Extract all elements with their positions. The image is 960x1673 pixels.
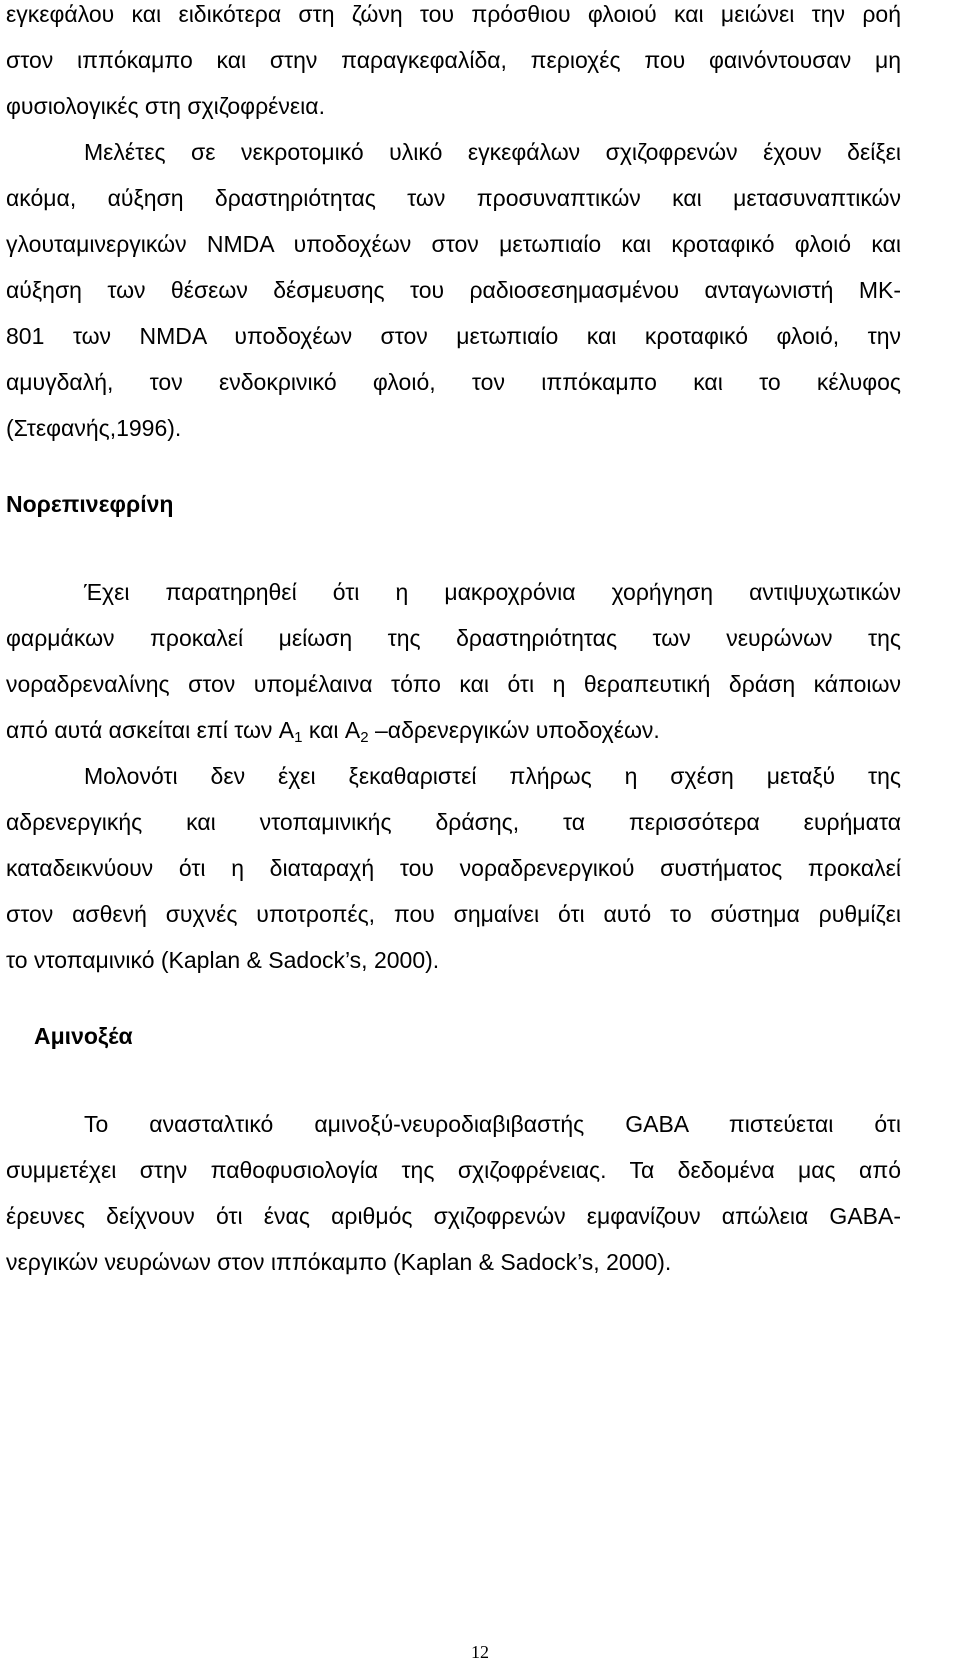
- text-line: νοραδρεναλίνης στον υπομέλαινα τόπο και ότι η θεραπευτική δράση κάποιων: [6, 671, 901, 697]
- section-heading: Αμινοξέα: [34, 1023, 133, 1049]
- text-line: 801 των NMDA υποδοχέων στον μετωπιαίο και κροταφικό φλοιό, την: [6, 323, 901, 349]
- text-line: φαρμάκων προκαλεί μείωση της δραστηριότητας των νευρώνων της: [6, 625, 901, 651]
- text-segment: –αδρενεργικών υποδοχέων.: [368, 717, 660, 743]
- text-line-receptors: [6, 707, 901, 753]
- subscript: 1: [294, 729, 303, 746]
- text-line: αύξηση των θέσεων δέσμευσης του ραδιοσεσημασμένου ανταγωνιστή MK-: [6, 277, 901, 303]
- text-line: νεργικών νευρώνων στον ιππόκαμπο (Kaplan & Sadock’s, 2000).: [6, 1249, 672, 1275]
- text-segment: από αυτά ασκείται επί των A: [6, 717, 295, 743]
- text-line: Έχει παρατηρηθεί ότι η μακροχρόνια χορήγηση αντιψυχωτικών: [84, 579, 901, 605]
- text-line: στον ιππόκαμπο και στην παραγκεφαλίδα, περιοχές που φαινόντουσαν μη: [6, 47, 901, 73]
- text-line: Μολονότι δεν έχει ξεκαθαριστεί πλήρως η σχέση μεταξύ της: [84, 763, 901, 789]
- text-line: ακόμα, αύξηση δραστηριότητας των προσυναπτικών και μετασυναπτικών: [6, 185, 901, 211]
- text-line: έρευνες δείχνουν ότι ένας αριθμός σχιζοφρενών εμφανίζουν απώλεια GABA-: [6, 1203, 901, 1229]
- text-line: στον ασθενή συχνές υποτροπές, που σημαίνει ότι αυτό το σύστημα ρυθμίζει: [6, 901, 901, 927]
- text-line: συμμετέχει στην παθοφυσιολογία της σχιζοφρένειας. Τα δεδομένα μας από: [6, 1157, 901, 1183]
- page-number: 12: [471, 1642, 489, 1662]
- text-line: αδρενεργικής και ντοπαμινικής δράσης, τα περισσότερα ευρήματα: [6, 809, 901, 835]
- text-line: το ντοπαμινικό (Kaplan & Sadock’s, 2000).: [6, 947, 440, 973]
- text-line: γλουταμινεργικών NMDA υποδοχέων στον μετωπιαίο και κροταφικό φλοιό και: [6, 231, 901, 257]
- text-segment: και A: [302, 717, 361, 743]
- text-line: αμυγδαλή, τον ενδοκρινικό φλοιό, τον ιππόκαμπο και το κέλυφος: [6, 369, 901, 395]
- text-line: εγκεφάλου και ειδικότερα στη ζώνη του πρόσθιου φλοιού και μειώνει την ροή: [6, 1, 901, 27]
- subscript: 2: [360, 729, 369, 746]
- section-heading: Νορεπινεφρίνη: [6, 491, 174, 517]
- text-line: φυσιολογικές στη σχιζοφρένεια.: [6, 93, 325, 119]
- text-line: καταδεικνύουν ότι η διαταραχή του νοραδρενεργικού συστήματος προκαλεί: [6, 855, 901, 881]
- text-line: Μελέτες σε νεκροτομικό υλικό εγκεφάλων σχιζοφρενών έχουν δείξει: [84, 139, 901, 165]
- text-line: (Στεφανής,1996).: [6, 415, 182, 441]
- text-line: Το ανασταλτικό αμινοξύ-νευροδιαβιβαστής GABA πιστεύεται ότι: [84, 1111, 901, 1137]
